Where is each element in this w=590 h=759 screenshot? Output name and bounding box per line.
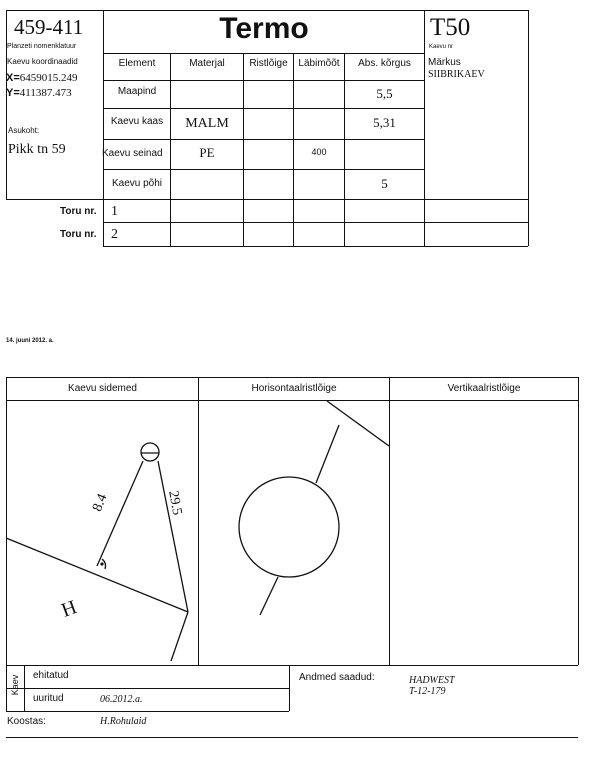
remarks-label: Märkus [428,57,461,68]
data-from-value-2: T-12-179 [409,686,446,697]
coord-x-label: X= [6,72,20,84]
composed-label: Koostas: [7,716,46,727]
sheet-label: Planzeti nomenklatuur [7,43,77,50]
col-header-material: Materjal [189,58,225,69]
well-id: T50 [430,14,471,41]
dimension-left: 8.4 [90,491,111,514]
dimension-right: 29.5 [165,489,185,517]
row-material: MALM [185,116,229,131]
coords-label: Kaevu koordinaadid [7,57,78,66]
col-header-cross: Ristlõige [249,58,288,69]
row-height: 5,31 [373,115,396,130]
row-height: 5 [381,176,388,191]
coord-y-value: 411387.473 [19,87,72,99]
col-header-diameter: Läbimõõt [298,58,340,69]
row-diameter: 400 [311,147,327,157]
row-element: Kaevu kaas [110,116,164,127]
row-element: Kaevu põhi [111,178,163,189]
panel-title-horizontal: Horisontaalristlõige [251,383,337,394]
data-from-value-1: HADWEST [409,675,455,686]
col-header-element: Element [118,58,156,69]
panel-title-vertical: Vertikaalristlõige [447,383,521,394]
coord-y [6,87,72,99]
pipe-label: Toru nr. [60,206,97,217]
horizontal-section-sketch [199,401,389,665]
coord-y-label: Y= [6,87,20,99]
col-header-height: Abs. kõrgus [358,58,411,69]
surveyed-value: 06.2012.a. [100,694,143,705]
document-date: 14. juuni 2012. a. [6,338,54,344]
page-title: Termo [219,12,309,45]
composed-value: H.Rohulaid [100,716,147,727]
connections-sketch [6,401,198,665]
corner-letter: H [58,596,80,622]
pipe-value: 1 [111,204,118,219]
well-id-label: Kaevu nr [429,44,454,50]
pipe-label: Toru nr. [60,229,97,240]
row-element: Maapind [117,86,157,97]
row-element: Kaevu seinad [102,148,163,159]
row-material: PE [199,145,215,160]
coord-x [6,72,78,84]
data-from-label: Andmed saadud: [299,672,375,683]
location-value: Pikk tn 59 [8,142,66,157]
location-label: Asukoht: [8,126,40,135]
panel-title-connections: Kaevu sidemed [68,383,137,394]
pipe-value: 2 [111,227,118,242]
built-label: ehitatud [33,670,69,681]
footer-side-label: Kaev [10,674,20,696]
coord-x-value: 6459015.249 [19,72,78,84]
row-height: 5,5 [376,86,393,101]
surveyed-label: uuritud [33,693,64,704]
remarks-value: SIIBRIKAEV [428,69,485,80]
sheet-number: 459-411 [14,15,84,39]
